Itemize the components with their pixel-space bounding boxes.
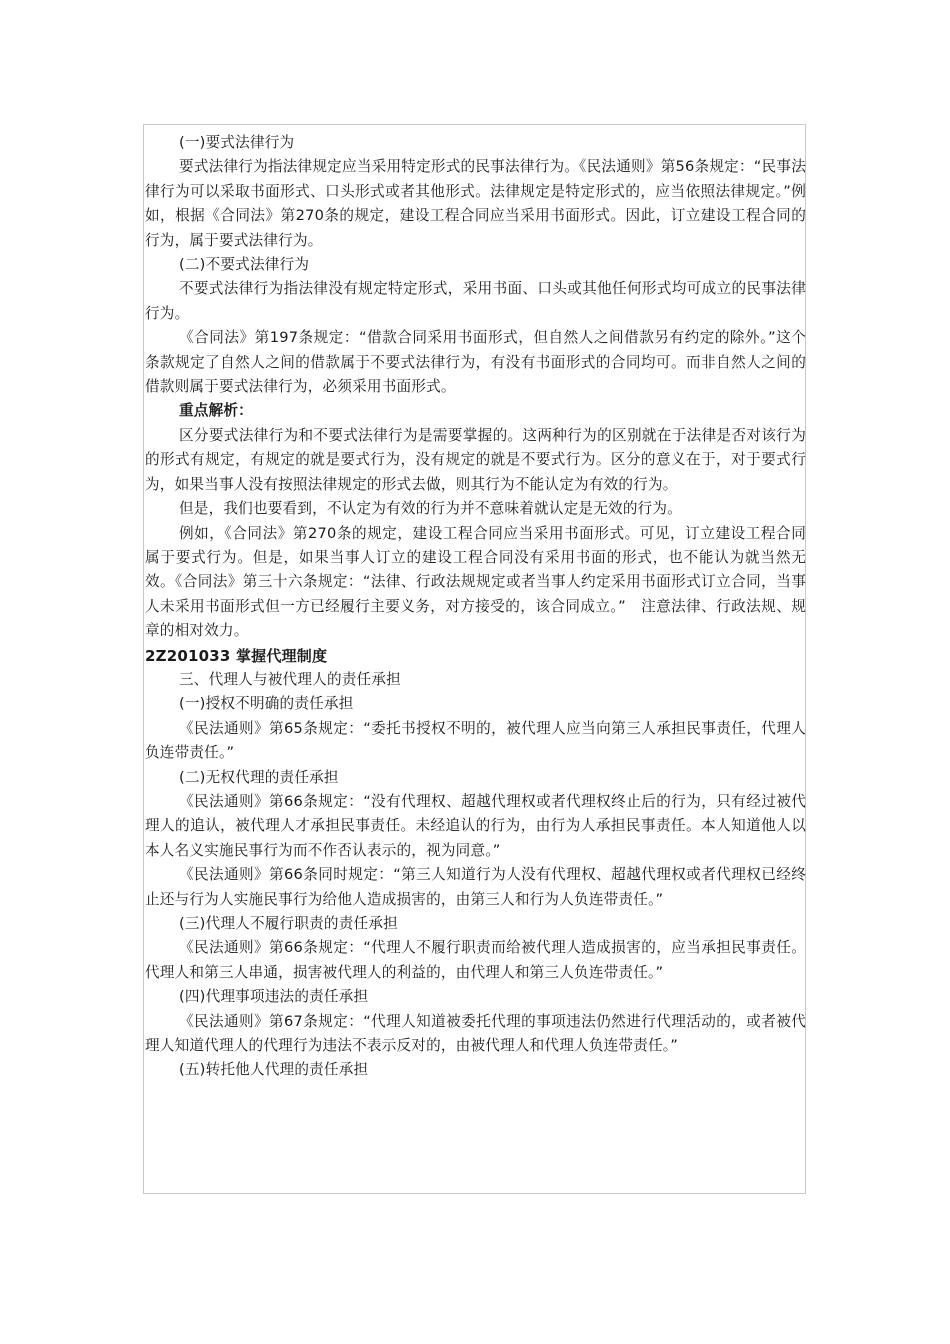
heading-item-2: (二)无权代理的责任承担 [179,768,339,786]
heading-buyaoshi: (二)不要式法律行为 [179,256,310,274]
paragraph: 《民法通则》第66条同时规定：“第三人知道行为人没有代理权、超越代理权或者代理权已经终止还与行为人实施民事行为给他人造成损害的，由第三人和行为人负连带责任。” [145,866,806,908]
heading-item-3: (三)代理人不履行职责的责任承担 [179,915,398,932]
paragraph: 要式法律行为指法律规定应当采用特定形式的民事法律行为。《民法通则》第56条规定：“民事法律行为可以采取书面形式、口头形式或者其他形式。法律规定是特定形式的，应当依照法律规定。”例如，根据《合同法》第270条的规定，建设工程合同应当采用书面形式。因此，订立建设工程合同的行为，属于要式法律行为。 [145,158,806,249]
document-body [145,131,806,1083]
paragraph: 《民法通则》第66条规定：“代理人不履行职责而给被代理人造成损害的，应当承担民事责任。代理人和第三人串通，损害被代理人的利益的，由代理人和第三人负连带责任。” [145,939,806,981]
heading-item-5: (五)转托他人代理的责任承担 [179,1061,369,1079]
section-title: 2Z201033 掌握代理制度 [145,646,328,665]
paragraph: 《民法通则》第66条规定：“没有代理权、超越代理权或者代理权终止后的行为，只有经过被代理人的追认，被代理人才承担民事责任。未经追认的行为，由行为人承担民事责任。本人知道他人以本人名义实施民事行为而不作否认表示的，视为同意。” [145,792,806,859]
paragraph: 但是，我们也要看到，不认定为有效的行为并不意味着就认定是无效的行为。 [179,500,682,518]
heading-yaoshi: (一)要式法律行为 [179,134,295,151]
paragraph: 例如，《合同法》第270条的规定，建设工程合同应当采用书面形式。可见，订立建设工程合同属于要式行为。但是，如果当事人订立的建设工程合同没有采用书面的形式，也不能认为就当然无效。《合同法》第三十六条规定：“法律、行政法规规定或者当事人约定采用书面形式订立合同，当事人未采用书面形式但一方已经履行主要义务，对方接受的，该合同成立。” 注意法律、行政法规、规章的相对效力。 [145,524,806,640]
paragraph: 区分要式法律行为和不要式法律行为是需要掌握的。这两种行为的区别就在于法律是否对该行为的形式有规定，有规定的就是要式行为，没有规定的就是不要式行为。区分的意义在于，对于要式行为，如果当事人没有按照法律规定的形式去做，则其行为不能认定为有效的行为。 [145,426,806,493]
heading-item-1: (一)授权不明确的责任承担 [179,695,354,713]
paragraph: 《民法通则》第67条规定：“代理人知道被委托代理的事项违法仍然进行代理活动的，或者被代理人知道代理人的代理行为违法不表示反对的，由被代理人和代理人负连带责任。” [145,1012,806,1055]
paragraph: 不要式法律行为指法律没有规定特定形式，采用书面、口头或其他任何形式均可成立的民事法律行为。 [145,280,806,322]
heading-item-4: (四)代理事项违法的责任承担 [179,988,369,1006]
paragraph: 《合同法》第197条规定：“借款合同采用书面形式，但自然人之间借款另有约定的除外。”这个条款规定了自然人之间的借款属于不要式法律行为，有没有书面形式的合同均可。而非自然人之间的借款则属于要式法律行为，必须采用书面形式。 [145,329,806,396]
subsection-title: 三、代理人与被代理人的责任承担 [179,670,401,688]
paragraph: 《民法通则》第65条规定：“委托书授权不明的，被代理人应当向第三人承担民事责任，代理人负连带责任。” [145,719,806,762]
key-analysis-label: 重点解析： [179,402,253,420]
